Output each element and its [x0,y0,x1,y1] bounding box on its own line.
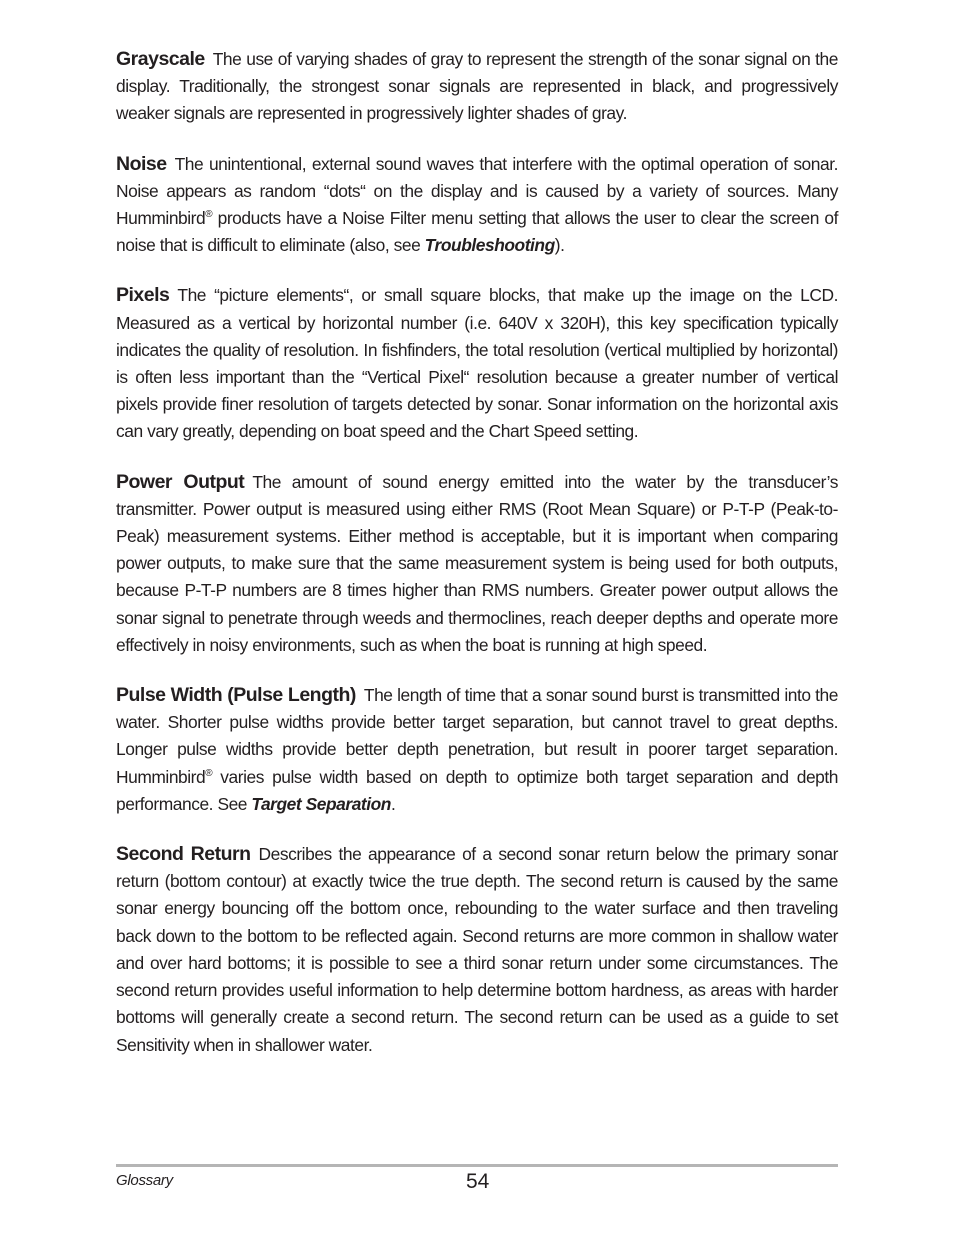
glossary-term: Pixels [116,284,170,307]
glossary-term: Second Return [116,843,251,866]
glossary-definition: The unintentional, external sound waves that interfere with the optimal operation of sonar. Noise appears as random “dots“ on the display and is caused by a variety of sources. Many Humminbird [116,153,838,229]
glossary-term: Pulse Width (Pulse Length) [116,684,356,707]
glossary-definition-end: . [390,793,396,814]
glossary-definition-cont: varies pulse width based on depth to optimize both target separation and depth performance. See [116,766,838,814]
glossary-definition-end: ). [554,235,565,256]
glossary-entry-second-return [116,841,838,1059]
cross-reference-troubleshooting: Troubleshooting [424,235,555,256]
cross-reference-target-separation: Target Separation [251,793,391,814]
glossary-term: Noise [116,152,167,175]
glossary-entry-pixels [116,282,838,445]
footer-divider [116,1164,838,1167]
glossary-definition-cont: products have a Noise Filter menu setting that allows the user to clear the screen of noise that is difficult to eliminate (also, see [116,208,838,256]
footer-section-title: Glossary [116,1172,173,1189]
glossary-definition: Describes the appearance of a second sonar return below the primary sonar return (bottom contour) at exactly twice the true depth. The second return is caused by the same sonar energy bouncing off the bottom once, rebounding to the water surface and then traveling back down to the bottom to be reflected again. Second returns are more common in shallow water and over hard bottoms; it is possible to see a third sonar return under some circumstances. The second return provides useful information to help determine bottom hardness, as areas with harder bottoms will generally create a second return. The second return can be used as a guide to set Sensitivity when in shallower water. [116,844,838,1055]
page-number: 54 [466,1170,490,1193]
glossary-term: Grayscale [116,48,205,70]
glossary-entry-grayscale [116,46,838,128]
registered-mark: ® [205,209,213,221]
registered-mark: ® [205,767,213,779]
glossary-definition: The use of varying shades of gray to represent the strength of the sonar signal on the display. Traditionally, the strongest sonar signals are represented in black, and progressively weaker signals are represented in progressively lighter shades of gray. [116,49,838,124]
glossary-definition: The length of time that a sonar sound burst is transmitted into the water. Shorter pulse widths provide better target separation, but cannot travel to great depths. Longer pulse widths provide better depth penetration, but result in poorer target separation. Humminbird [116,685,838,787]
glossary-definition: The “picture elements“, or small square blocks, that make up the image on the LCD. Measured as a vertical by horizontal number (i.e. 640V x 320H), this key specification typically indicates the quality of resolution. In fishfinders, the total resolution (vertical multiplied by horizontal) is often less important than the “Vertical Pixel“ resolution because a greater number of vertical pixels provide finer resolution of targets detected by sonar. Sonar information on the horizontal axis can vary greatly, depending on boat speed and the Chart Speed setting. [116,285,838,442]
glossary-entry-pulse-width [116,682,838,818]
glossary-page [116,46,838,1059]
glossary-term: Power Output [116,470,245,493]
glossary-entry-noise [116,151,838,260]
glossary-definition: The amount of sound energy emitted into the water by the transducer’s transmitter. Power output is measured using either RMS (Root Mean Square) or P-T-P (Peak-to-Peak) measurement systems. Either method is acceptable, but it is important when comparing power outputs, to make sure that the same measurement system is being used for both outputs, because P-T-P numbers are 8 times higher than RMS numbers. Greater power output allows the sonar signal to penetrate through weeds and thermoclines, reach deeper depths and operate more effectively in noisy environments, such as when the boat is running at high speed. [116,471,839,655]
glossary-entry-power-output [116,469,838,659]
